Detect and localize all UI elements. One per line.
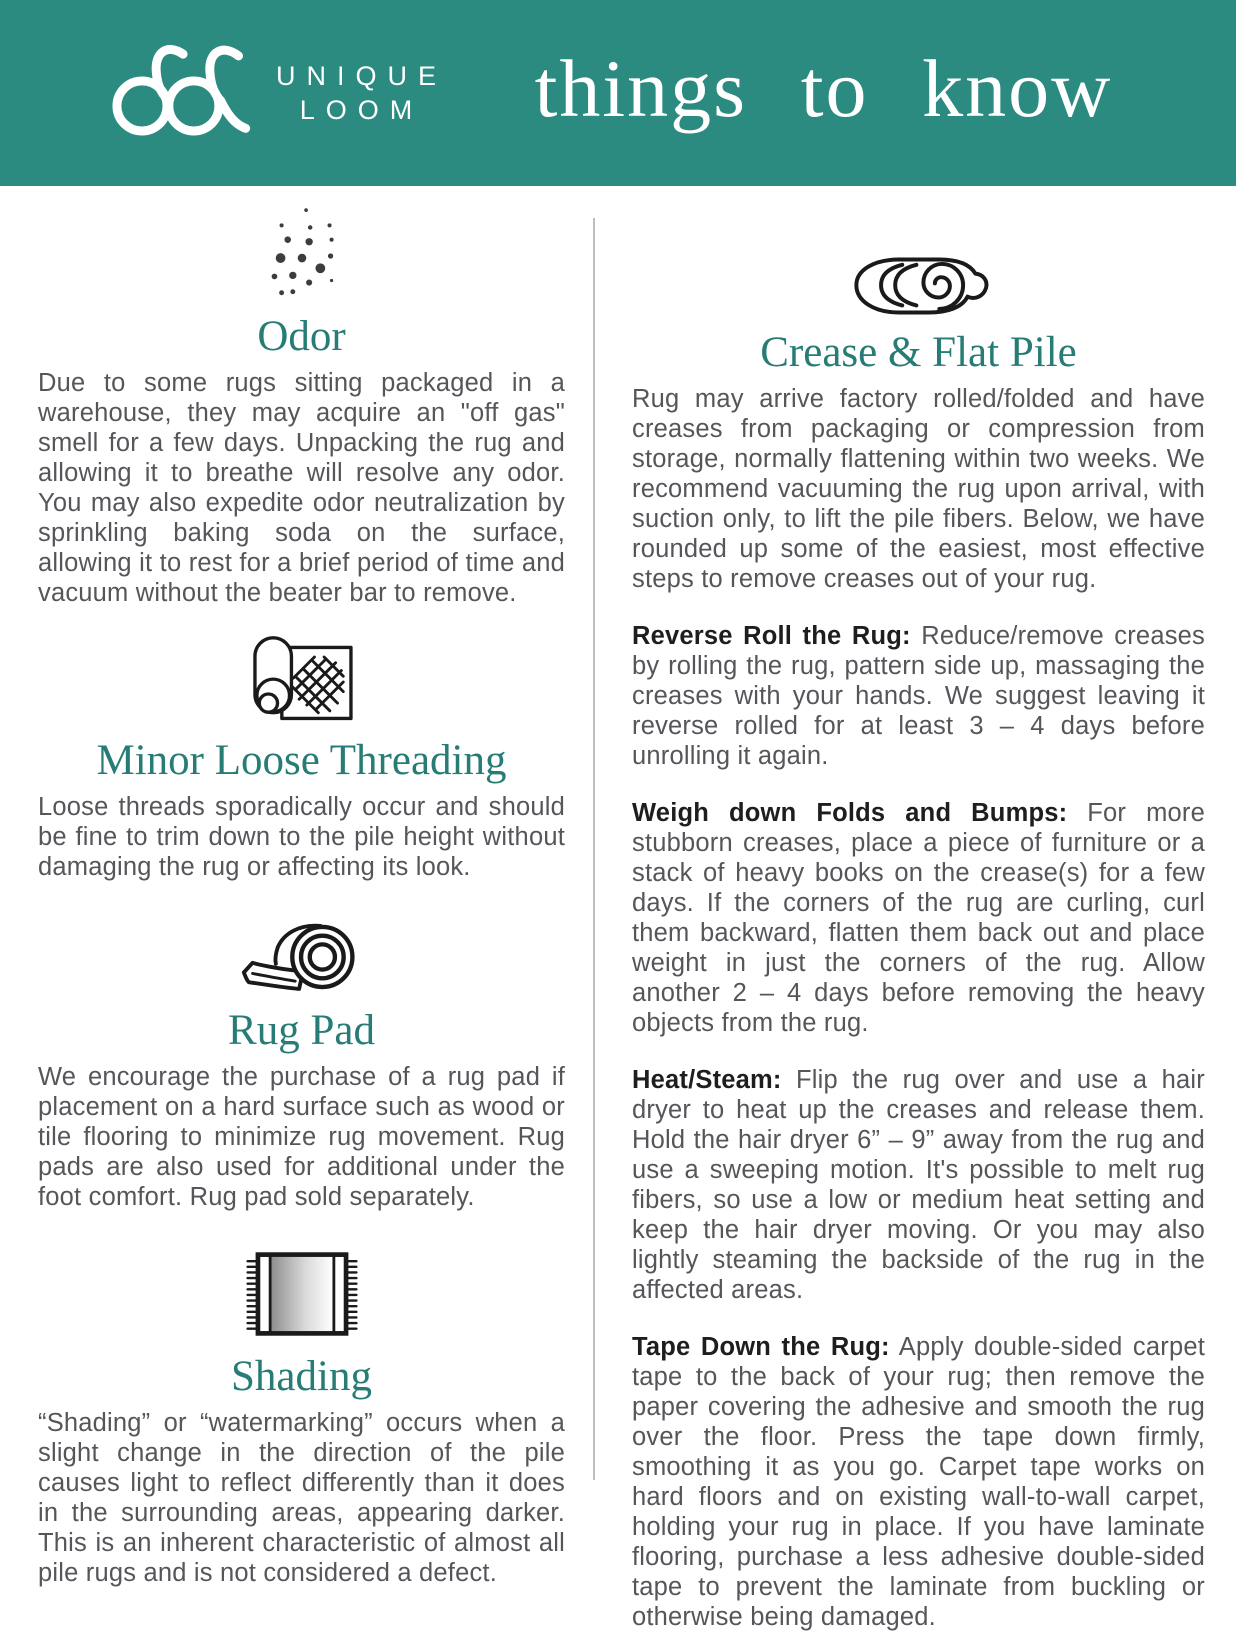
section-body-odor: Due to some rugs sitting packaged in a warehouse, they may acquire an "off gas" smell for a few days. Unpacking the rug and allowing it to breathe will resolve any odor. You may also expedite odor neutralization by sprinkling baking soda on the surface, allowing it to rest for a brief period of time and vacuum without the beater bar to remove.: [38, 369, 565, 607]
tip-heat-steam-text: Flip the rug over and use a hair dryer to heat up the creases and release them. Hold the hair dryer 6” – 9” away from the rug and use a sweeping motion. It's possible to melt rug fibers, so use a low or medium heat setting and keep the hair dryer moving. Or you may also lightly steaming the backside of the rug in the affected areas.: [632, 1066, 1205, 1304]
section-body-rug-pad: We encourage the purchase of a rug pad if placement on a hard surface such as wood or tile flooring to minimize rug movement. Rug pads are also used for additional under the foot comfort. Rug pad sold separately.: [38, 1063, 565, 1211]
right-column: [632, 204, 1205, 1632]
brand-line-unique: UNIQUE: [276, 61, 448, 91]
section-title-shading: Shading: [231, 1353, 372, 1400]
section-odor: [38, 204, 565, 608]
page-title: things to know: [534, 43, 1113, 134]
crease-icon-row: [632, 250, 1205, 322]
tip-heat-steam: [632, 1065, 1205, 1305]
shading-icon-row: [38, 1242, 565, 1346]
section-rug-pad: [38, 912, 565, 1212]
rug-pad-roll-icon: [239, 912, 365, 1000]
tip-weigh-down-text: For more stubborn creases, place a piece of furniture or a stack of heavy books on the crease(s) for a few days. If the corners of the rug are curling, curl them backward, flatten them back out and place weight in just the corners of the rug. Allow another 2 – 4 days before removing the heavy objects from the rug.: [632, 799, 1205, 1037]
brand-wordmark: [276, 59, 447, 127]
section-shading: [38, 1242, 565, 1588]
brand-line-loom: LOOM: [299, 95, 424, 125]
crease-intro: Rug may arrive factory rolled/folded and have creases from packaging or compression from storage, normally flattening within two weeks. We recommend vacuuming the rug upon arrival, with suction only, to lift the pile fibers. Below, we have rounded up some of the easiest, most effective steps to remove creases out of your rug.: [632, 385, 1205, 593]
rug-pad-icon-row: [38, 912, 565, 1000]
loose-threading-icon-row: [38, 634, 565, 730]
tip-weigh-down-label: Weigh down Folds and Bumps:: [632, 799, 1068, 827]
section-title-loose-threading: Minor Loose Threading: [96, 737, 507, 784]
rug-fringe-shading-icon: [227, 1242, 377, 1346]
section-loose-threading: [38, 634, 565, 882]
section-title-rug-pad: Rug Pad: [228, 1007, 375, 1054]
odor-particles-icon: [254, 204, 350, 306]
section-title-odor: Odor: [257, 313, 346, 360]
section-body-loose-threading: Loose threads sporadically occur and should be fine to trim down to the pile height without damaging the rug or affecting its look.: [38, 793, 565, 881]
tip-tape-down-label: Tape Down the Rug:: [632, 1333, 890, 1361]
tip-reverse-roll-label: Reverse Roll the Rug:: [632, 622, 911, 650]
page-header: [0, 0, 1236, 186]
section-body-shading: “Shading” or “watermarking” occurs when a slight change in the direction of the pile causes light to reflect differently than it does in the surrounding areas, appearing darker. This is an inherent characteristic of almost all pile rugs and is not considered a defect.: [38, 1409, 565, 1587]
left-column: [38, 204, 565, 1632]
section-title-crease: Crease & Flat Pile: [760, 329, 1077, 376]
unique-loom-dd-logo-icon: [108, 41, 260, 145]
odor-icon-row: [38, 204, 565, 306]
tip-tape-down-text: Apply double-sided carpet tape to the back of your rug; then remove the paper covering the adhesive and smooth the rug over the floor. Press the tape down firmly, smoothing it as you go. Carpet tape works on hard floors and on existing wall-to-wall carpet, holding your rug in place. If you have laminate flooring, purchase a less adhesive double-sided tape to prevent the laminate from buckling or otherwise being damaged.: [632, 1333, 1205, 1631]
tip-weigh-down: [632, 798, 1205, 1038]
tip-tape-down: [632, 1332, 1205, 1632]
tip-reverse-roll: [632, 621, 1205, 771]
tip-heat-steam-label: Heat/Steam:: [632, 1066, 782, 1094]
content-area: [0, 186, 1236, 1632]
rolled-rug-crosshatch-icon: [246, 634, 358, 730]
column-divider: [593, 218, 595, 1480]
tip-reverse-roll-text: Reduce/remove creases by rolling the rug, pattern side up, massaging the creases with your hands. We suggest leaving it reverse rolled for at least 3 – 4 days before unrolling it again.: [632, 622, 1205, 770]
rolled-rug-spiral-icon: [844, 250, 994, 322]
